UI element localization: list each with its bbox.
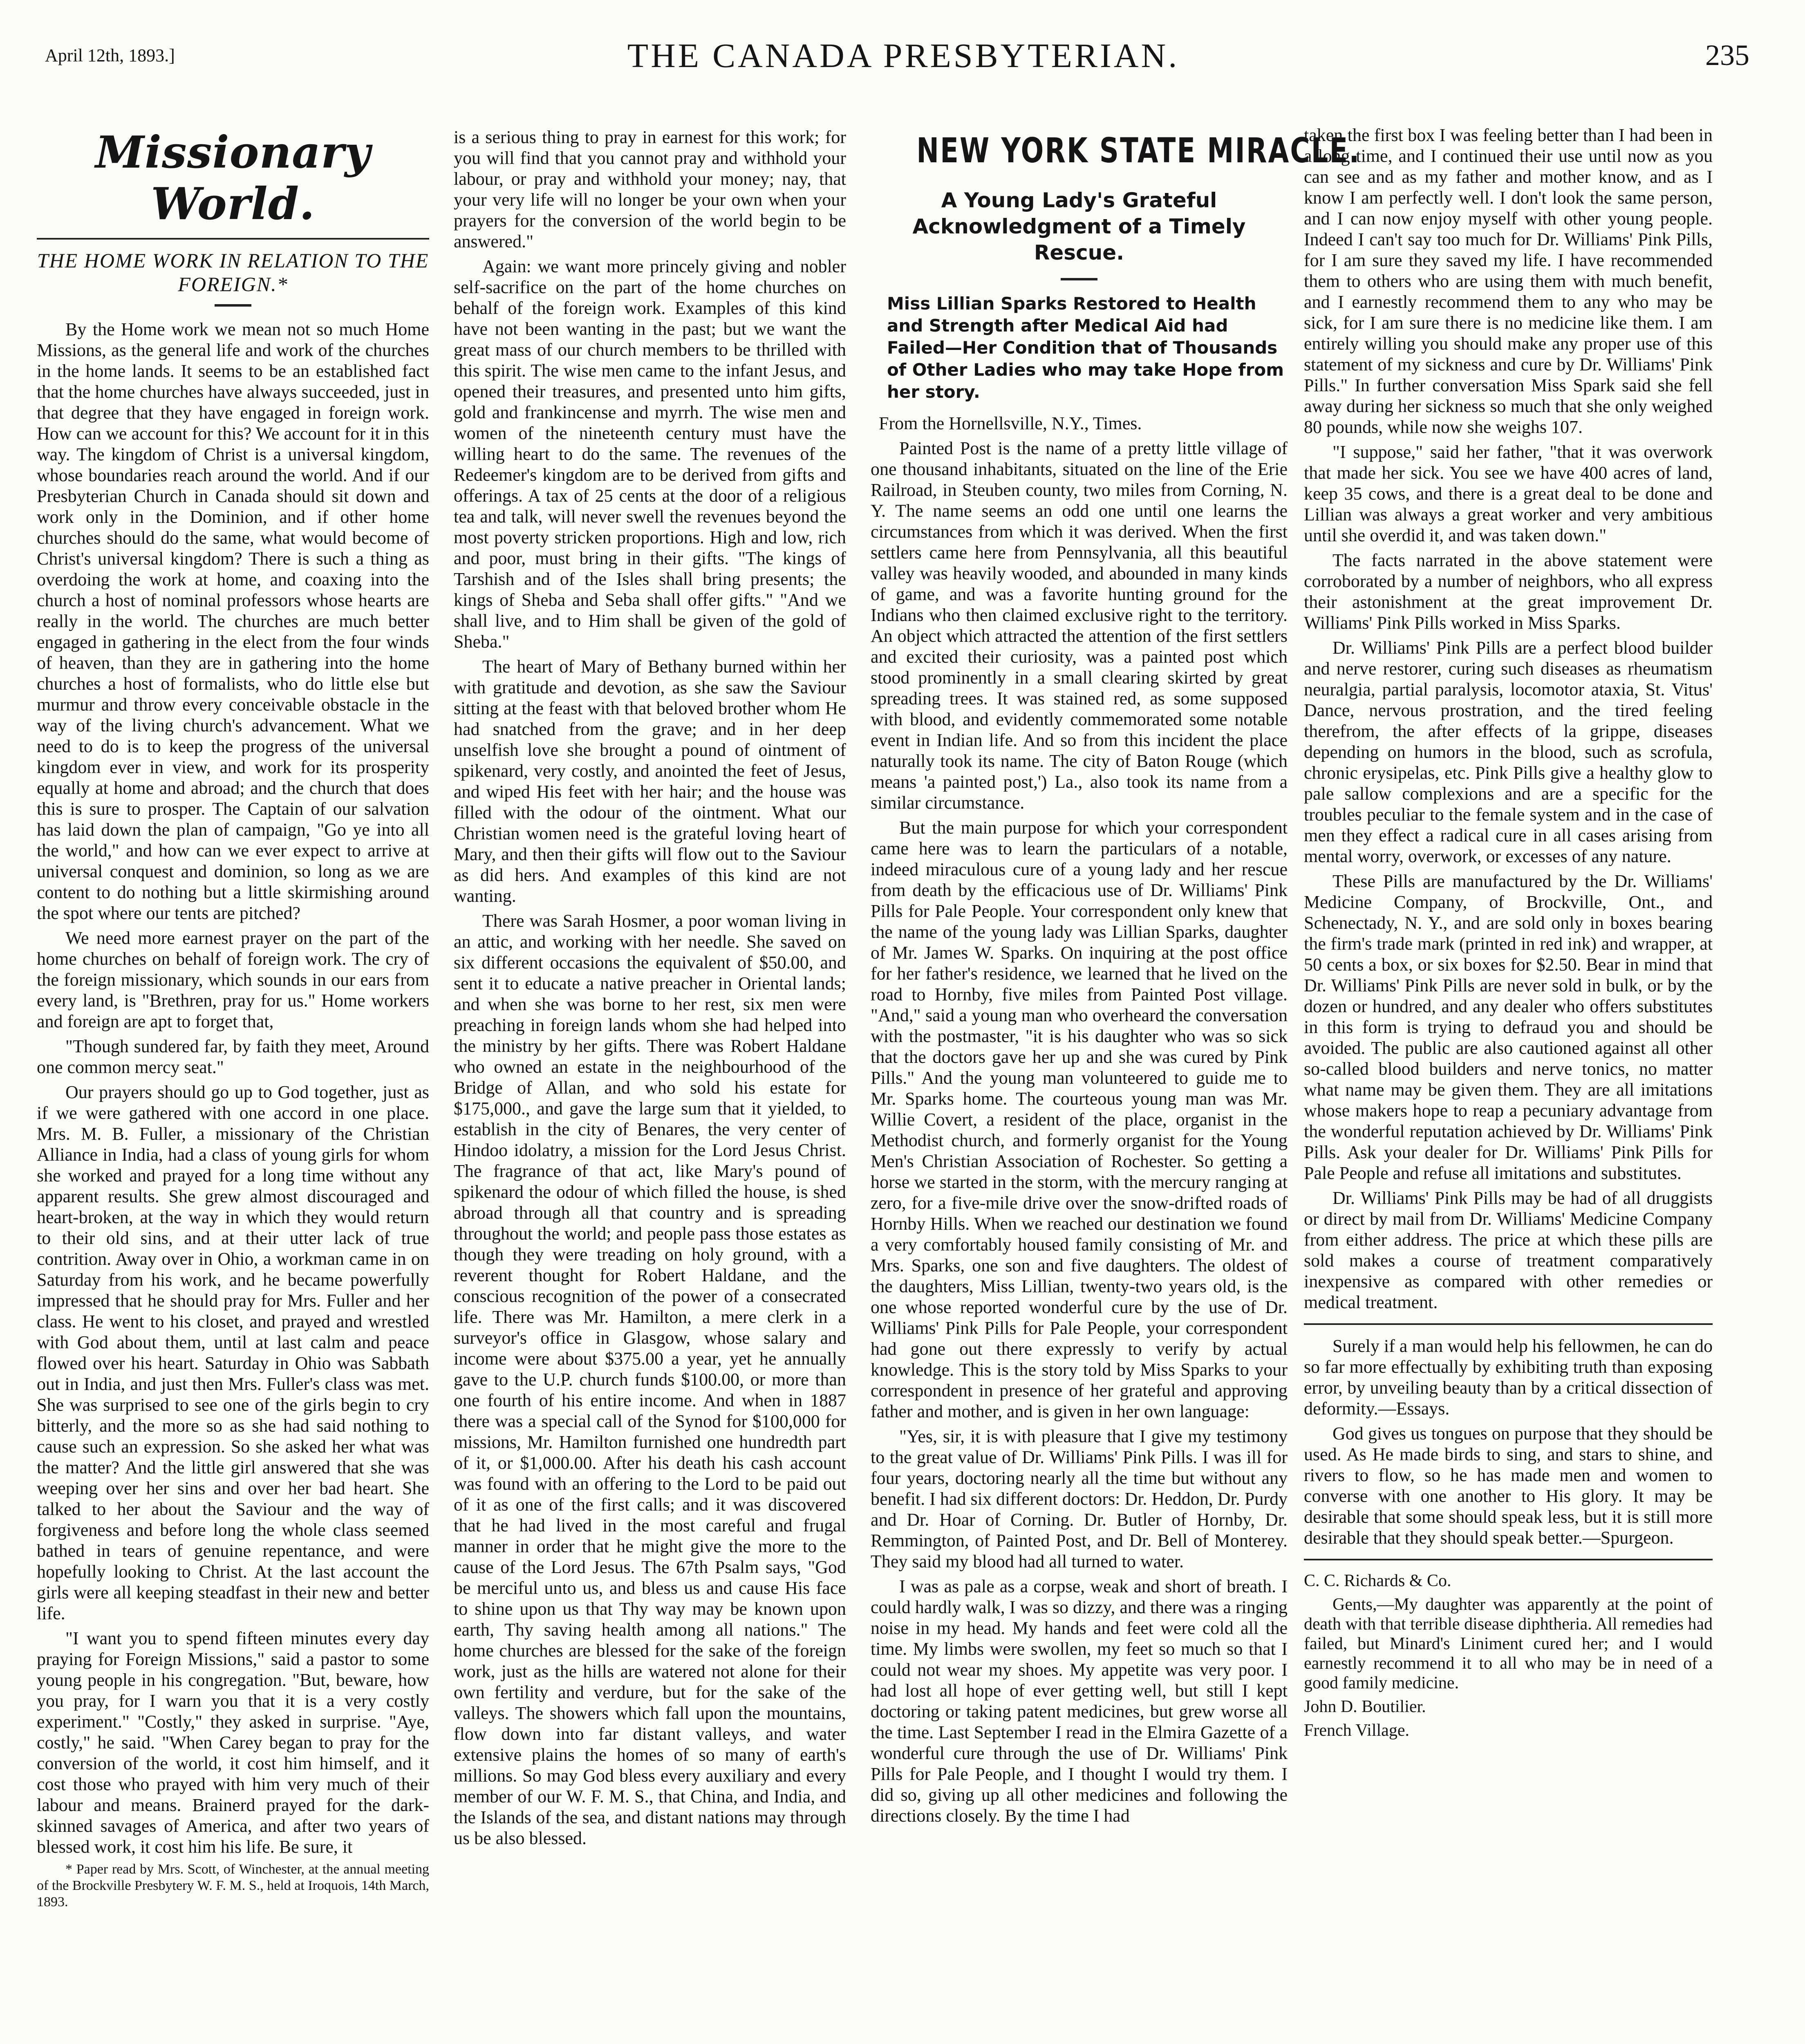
advert-deck: Miss Lillian Sparks Restored to Health and Strength after Medical Aid had Failed—Her Condition that of Thousands of Other Ladies who may take Hope from her story. <box>887 294 1284 402</box>
divider <box>37 238 429 240</box>
divider <box>1304 1323 1713 1325</box>
paragraph: We need more earnest prayer on the part of the home churches on behalf of foreign work. The cry of the foreign missionary, which sounds in our ears from every land, is "Brethren, pray for us." Home workers and foreign are apt to forget that, <box>37 928 429 1031</box>
letter-addressee: C. C. Richards & Co. <box>1304 1571 1451 1590</box>
divider <box>1061 278 1097 280</box>
paragraph: "Yes, sir, it is with pleasure that I give my testimony to the great value of Dr. Williams' Pink Pills. I was ill for four years, doctoring nearly all the time but without any benefit. I had six different doctors: Dr. Heddon, Dr. Purdy and Dr. Hoar of Corning. Dr. Butler of Hornby, Dr. Remmington, of Painted Post, and Dr. Bell of Monterey. They said my blood had all turned to water. <box>871 1426 1288 1571</box>
column-2 <box>454 127 846 1853</box>
paragraph: There was Sarah Hosmer, a poor woman living in an attic, and working with her needle. She saved on six different occasions the equivalent of $50.00, and sent it to educate a native preacher in Oriental lands; and when she was borne to her rest, six men were preaching in foreign lands whom she had helped into the ministry by her gifts. There was Robert Haldane who owned an estate in the neighbourhood of the Bridge of Allan, and who sold his estate for $175,000., and gave the large sum that it yielded, to establish in the city of Benares, the very center of Hindoo idolatry, a mission for the Lord Jesus Christ. The fragrance of that act, like Mary's pound of spikenard the odour of which filled the house, is shed abroad through all that country and is spreading throughout the world; and people pass those estates as though they were treading on holy ground, with a reverent thought for Robert Haldane, and the conscious recognition of the power of a consecrated life. There was Mr. Hamilton, a mere clerk in a surveyor's office in Glasgow, whose salary and income were about $375.00 a year, yet he annually gave to the U.P. church funds $100.00, or more than one fourth of his entire income. And when in 1887 there was a special call of the Synod for $100,000 for missions, Mr. Hamilton furnished one hundredth part of it, or $1,000.00. After his death his cash account was found with an offering to the Lord to be paid out of it as one of the first calls; and it was discovered that he had lived in the most careful and frugal manner in order that he might give the more to the cause of the Lord Jesus. The 67th Psalm says, "God be merciful unto us, and bless us and cause His face to shine upon us that Thy way may be known upon earth, Thy saving health among all nations." The home churches are blessed for the sake of the foreign work, just as the hills are watered not alone for their own fertility and verdure, but for the sake of the valleys. The showers which fall upon the mountains, flow down into far distant valleys, and water extensive plains the homes of so many of earth's millions. So may God bless every auxiliary and every member of our W. F. M. S., that China, and India, and the Islands of the sea, and distant nations may through us be also blessed. <box>454 911 846 1848</box>
paragraph: The heart of Mary of Bethany burned within her with gratitude and devotion, as she saw the Saviour sitting at the feast with that beloved brother whom He had snatched from the grave; and in her deep unselfish love she brought a pound of ointment of spikenard, very costly, and anointed the feet of Jesus, and wiped His feet with her hair; and the house was filled with the odour of the ointment. What our Christian women need is the grateful loving heart of Mary, and then their gifts will flow out to the Saviour as did hers. And examples of this kind are not wanting. <box>454 657 846 906</box>
paragraph: Dr. Williams' Pink Pills may be had of all druggists or direct by mail from Dr. Williams' Medicine Company from either address. The price at which these pills are sold makes a course of treatment comparatively inexpensive as compared with other remedies or medical treatment. <box>1304 1188 1713 1312</box>
paragraph: Again: we want more princely giving and nobler self-sacrifice on the part of the home churches on behalf of the foreign work. Examples of this kind have not been wanting in the past; but we want the great mass of our church members to be thrilled with this spirit. The wise men came to the infant Jesus, and opened their treasures, and presented unto him gifts, gold and frankincense and myrrh. The wise men and women of the nineteenth century must have the willing heart to do the same. The revenues of the Redeemer's kingdom are to be derived from gifts and offerings. A tax of 25 cents at the door of a religious tea and talk, will never swell the revenues beyond the most poverty stricken proportions. High and low, rich and poor, must bring in their gifts. "The kings of Tarshish and of the Isles shall bring presents; the kings of Sheba and Seba shall offer gifts." "And we shall live, and to Him shall be given of the gold of Sheba." <box>454 256 846 652</box>
newspaper-title: THE CANADA PRESBYTERIAN. <box>627 37 1180 75</box>
page-header <box>45 29 1762 90</box>
footnote: * Paper read by Mrs. Scott, of Winchester, at the annual meeting of the Brockville Presbytery W. F. M. S., held at Iroquois, 14th March, 1893. <box>37 1862 429 1910</box>
filler-quote: Surely if a man would help his fellowmen, he can do so far more effectually by exhibiting truth than exposing error, by unveiling beauty than by a critical dissection of deformity.—Essays. <box>1304 1336 1713 1419</box>
advert-headline: NEW YORK STATE MIRACLE. <box>916 130 1361 170</box>
letter-signature: John D. Boutilier. <box>1304 1697 1426 1716</box>
quotation: "Though sundered far, by faith they meet, Around one common mercy seat." <box>37 1036 429 1077</box>
column-1 <box>37 123 429 1914</box>
paragraph: These Pills are manufactured by the Dr. Williams' Medicine Company, of Brockville, Ont., and Schenectady, N. Y., and are sold only in boxes bearing the firm's trade mark (printed in red ink) and wrapper, at 50 cents a box, or six boxes for $2.50. Bear in mind that Dr. Williams' Pink Pills are never sold in bulk, or by the dozen or hundred, and any dealer who offers substitutes in this form is trying to defraud you and should be avoided. The public are also cautioned against all other so-called blood builders and nerve tonics, no matter what name may be given them. They are all imitations whose makers hope to reap a pecuniary advantage from the wonderful reputation achieved by Dr. Williams' Pink Pills. Ask your dealer for Dr. Williams' Pink Pills for Pale People and refuse all imitations and substitutes. <box>1304 871 1713 1183</box>
paragraph: The facts narrated in the above statement were corroborated by a number of neighbors, who all express their astonishment at the great improvement Dr. Williams' Pink Pills worked in Miss Sparks. <box>1304 550 1713 633</box>
letter-body: Gents,—My daughter was apparently at the point of death with that terrible disease diphtheria. All remedies had failed, but Minard's Liniment cured her; and I would earnestly recommend it to all who may be in need of a good family medicine. <box>1304 1595 1713 1692</box>
section-masthead: Missionary World. <box>95 127 371 230</box>
paragraph: I was as pale as a corpse, weak and short of breath. I could hardly walk, I was so dizzy, and there was a ringing noise in my head. My hands and feet were cold all the time. My limbs were swollen, my feet so much so that I could not wear my shoes. My appetite was very poor. I had lost all hope of ever getting well, but still I kept doctoring or taking patent medicines, but grew worse all the time. Last September I read in the Elmira Gazette of a wonderful cure through the use of Dr. Williams' Pink Pills for Pale People, and I thought I would try them. I did so, giving up all other medicines and following the directions closely. By the time I had <box>871 1576 1288 1826</box>
paragraph: "I suppose," said her father, "that it was overwork that made her sick. You see we have 400 acres of land, keep 35 cows, and there is a great deal to be done and Lillian was always a great worker and very ambitious until she overdid it, and was taken down." <box>1304 442 1713 545</box>
paragraph: taken the first box I was feeling better than I had been in a long time, and I continued their use until now as you can see and as my father and mother know, and as I know I am perfectly well. I don't look the same person, and I can now enjoy myself with other young people. Indeed I can't say too much for Dr. Williams' Pink Pills, for I am sure they saved my life. I have recommended them to others who are using them with much benefit, and I earnestly recommend them to any who may be sick, for I am sure there is no medicine like them. I am entirely willing you should make any proper use of this statement of my sickness and cure by Dr. Williams' Pink Pills." In further conversation Miss Spark said she fell away during her sickness so much that she only weighed 80 pounds, while now she weighs 107. <box>1304 125 1713 437</box>
paragraph: "I want you to spend fifteen minutes every day praying for Foreign Missions," said a pastor to some young people in his congregation. "But, beware, how you pray, for I warn you that it is a very costly experiment." "Costly," they asked in surprise. "Aye, costly," he said. "When Carey began to pray for the conversion of the world, it cost him himself, and it cost those who prayed with him very much of their labour and means. Brainerd prayed for the dark-skinned savages of America, and after two years of blessed work, it cost him his life. Be sure, it <box>37 1628 429 1857</box>
letter-place: French Village. <box>1304 1721 1409 1740</box>
issue-date: April 12th, 1893.] <box>45 45 175 65</box>
divider <box>1304 1559 1713 1560</box>
paragraph: Painted Post is the name of a pretty little village of one thousand inhabitants, situated on the line of the Erie Railroad, in Steuben county, two miles from Corning, N. Y. The name seems an odd one until one learns the circumstances from which it was derived. When the first settlers came here from Pennsylvania, all this beautiful valley was heavily wooded, and abounded in many kinds of game, and was a favorite hunting ground for the Indians who then claimed exclusive right to the territory. An object which attracted the attention of the first settlers and excited their curiosity, was a painted post which stood prominently in a small clearing skirted by great spreading trees. It was stained red, as some supposed with blood, and evidently commemorated some notable event in Indian life. And so from this incident the place naturally took its name. The city of Baton Rouge (which means 'a painted post,') La., also took its name from a similar circumstance. <box>871 438 1288 813</box>
advert-subhead: A Young Lady's Grateful Acknowledgment of a Timely Rescue. <box>912 188 1246 264</box>
testimonial-letter <box>1304 1571 1713 1740</box>
column-4 <box>1304 125 1713 1744</box>
paragraph: But the main purpose for which your correspondent came here was to learn the particulars of a notable, indeed miraculous cure of a young lady and her rescue from death by the efficacious use of Dr. Williams' Pink Pills for Pale People. Your correspondent only knew that the name of the young lady was Lillian Sparks, daughter of Mr. James W. Sparks. On inquiring at the post office for her father's residence, we learned that he lived on the road to Hornby, five miles from Painted Post village. "And," said a young man who overheard the conversation with the postmaster, "it is his daughter who was so sick that the doctors gave her up and she was cured by Pink Pills." And the young man volunteered to guide me to Mr. Sparks home. The courteous young man was Mr. Willie Covert, a resident of the place, organist in the Methodist church, and formerly organist for the Young Men's Christian Association of Rochester. So getting a horse we started in the storm, with the mercury ranging at zero, for a five-mile drive over the snow-drifted roads of Hornby Hills. When we reached our destination we found a very comfortably housed family consisting of Mr. and Mrs. Sparks, one son and five daughters. The oldest of the daughters, Miss Lillian, twenty-two years old, is the one whose reported wonderful cure by the use of Dr. Williams' Pink Pills for Pale People, your correspondent had gone out there expressly to verify by actual knowledge. This is the story told by Miss Sparks to your correspondent in presence of her grateful and approving father and mother, and is given in her own language: <box>871 818 1288 1421</box>
paragraph: is a serious thing to pray in earnest for this work; for you will find that you cannot pray and withhold your labour, or pray and withhold your money; nay, that your very life will no longer be your own when your prayers for the conversion of the world begin to be answered." <box>454 127 846 251</box>
page-number: 235 <box>1705 39 1749 72</box>
divider <box>215 304 251 307</box>
source-credit: From the Hornellsville, N.Y., Times. <box>879 413 1142 433</box>
article-heading: THE HOME WORK IN RELATION TO THE FOREIGN.* <box>37 249 429 296</box>
paragraph: By the Home work we mean not so much Home Missions, as the general life and work of the churches in the home lands. It seems to be an established fact that the home churches have always succeeded, just in that degree that they have engaged in foreign work. How can we account for this? We account for it in this way. The kingdom of Christ is a universal kingdom, whose boundaries reach around the world. And if our Presbyterian Church in Canada should sit down and work only in the Dominion, and if other home churches should do the same, what would become of Christ's universal kingdom? There is such a thing as overdoing the work at home, and coaxing into the church a host of nominal professors whose hearts are really in the world. The churches are much better engaged in gathering in the elect from the four winds of heaven, than they are in gathering into the home churches a host of formalists, who do little else but murmur and throw every conceivable obstacle in the way of the living church's advancement. What we need to do is to keep the progress of the universal kingdom ever in view, and work for its prosperity equally at home and abroad; and the church that does this is sure to prosper. The Captain of our salvation has laid down the plan of campaign, "Go ye into all the world," and how can we ever expect to arrive at universal conquest and dominion, so long as we are content to do nothing but a little skirmishing around the spot where our tents are pitched? <box>37 319 429 923</box>
filler-quote: God gives us tongues on purpose that they should be used. As He made birds to sing, and stars to shine, and rivers to flow, so he has made men and women to converse with one another to His glory. It may be desirable that some should speak less, but it is still more desirable that they should speak better.—Spurgeon. <box>1304 1423 1713 1548</box>
paragraph: Dr. Williams' Pink Pills are a perfect blood builder and nerve restorer, curing such diseases as rheumatism neuralgia, partial paralysis, locomotor ataxia, St. Vitus' Dance, nervous prostration, and the tired feeling therefrom, the after effects of la grippe, diseases depending on humors in the blood, such as scrofula, chronic erysipelas, etc. Pink Pills give a healthy glow to pale sallow complexions and are a specific for the troubles peculiar to the female system and in the case of men they effect a radical cure in all cases arising from mental worry, overwork, or excesses of any nature. <box>1304 638 1713 866</box>
paragraph: Our prayers should go up to God together, just as if we were gathered with one accord in one place. Mrs. M. B. Fuller, a missionary of the Christian Alliance in India, had a class of young girls for whom she worked and prayed for a long time without any apparent results. She grew almost discouraged and heart-broken, at the way in which they would return to their old sins, and at their utter lack of true contrition. Away over in Ohio, a workman came in on Saturday from his work, and he became powerfully impressed that he should pray for Mrs. Fuller and her class. He went to his closet, and prayed and wrestled with God about them, until at last calm and peace flowed over his heart. Saturday in Ohio was Sabbath out in India, and just then Mrs. Fuller's class was met. She was surprised to see one of the girls begin to cry bitterly, and the more so as she had said nothing to cause such an expression. So she asked her what was the matter? And the little girl answered that she was weeping over her sins and over her bad heart. She talked to her about the Saviour and the way of forgiveness and before long the whole class seemed bathed in tears of genuine repentance, and were hopefully looking to Christ. At the last account the girls were all keeping steadfast in their new and better life. <box>37 1082 429 1623</box>
